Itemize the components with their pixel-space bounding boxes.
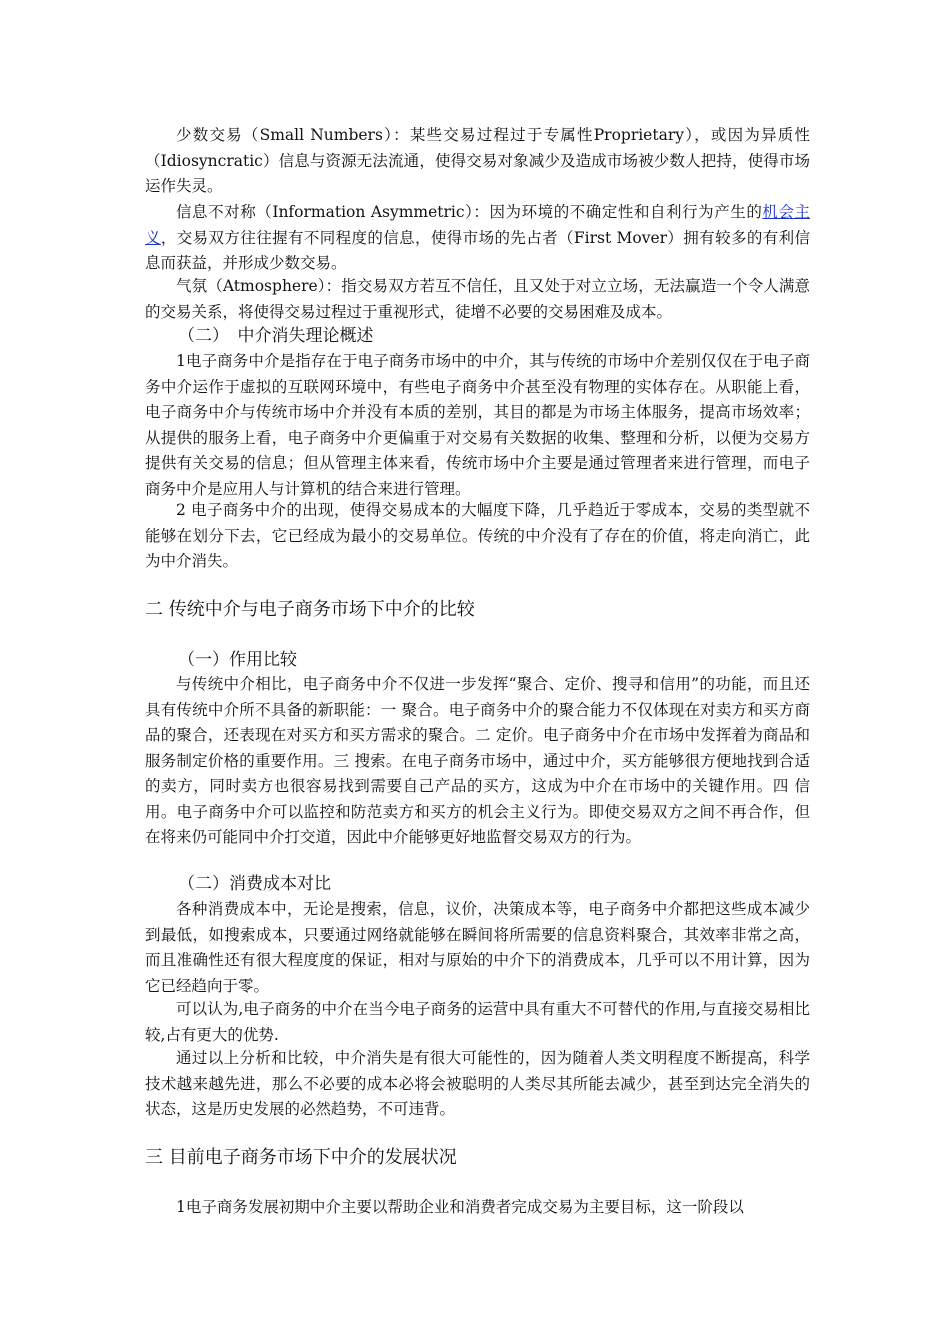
paragraph-development-early: 1电子商务发展初期中介主要以帮助企业和消费者完成交易为主要目标，这一阶段以 bbox=[176, 1198, 744, 1216]
heading-role-comparison: （一）作用比较 bbox=[178, 650, 297, 670]
info-asym-text-after: ，交易双方往往握有不同程度的信息，使得市场的先占者（First Mover）拥有较多的有利信息而获益，并形成少数交易。 bbox=[145, 228, 810, 272]
paragraph-conclusion-2: 通过以上分析和比较，中介消失是有很大可能性的，因为随着人类文明程度不断提高，科学技术越来越先进，那么不必要的成本必将会被聪明的人类尽其所能去减少，甚至到达完全消失的状态，这是历史发展的必然趋势，不可违背。 bbox=[145, 1049, 810, 1118]
paragraph-small-numbers: 少数交易（Small Numbers）：某些交易过程过于专属性Proprietary），或因为异质性（Idiosyncratic）信息与资源无法流通，使得交易对象减少及造成市场被少数人把持，使得市场运作失灵。 bbox=[145, 126, 810, 195]
info-asym-text-before: 信息不对称（Information Asymmetric）：因为环境的不确定性和自利行为产生的 bbox=[176, 203, 763, 221]
paragraph-ec-intermediary-definition: 1电子商务中介是指存在于电子商务市场中的中介，其与传统的市场中介差别仅仅在于电子商务中介运作于虚拟的互联网环境中，有些电子商务中介甚至没有物理的实体存在。从职能上看，电子商务中介与传统市场中介并没有本质的差别，其目的都是为市场主体服务，提高市场效率；从提供的服务上看，电子商务中介更偏重于对交易有关数据的收集、整理和分析，以便为交易方提供有关交易的信息；但从管理主体来看，传统市场中介主要是通过管理者来进行管理，而电子商务中介是应用人与计算机的结合来进行管理。 bbox=[145, 352, 810, 498]
paragraph-role-comparison: 与传统中介相比，电子商务中介不仅进一步发挥“聚合、定价、搜寻和信用”的功能，而且还具有传统中介所不具备的新职能：一 聚合。电子商务中介的聚合能力不仅体现在对卖方和买方商品的聚合，还表现在对买方和买方需求的聚合。二 定价。电子商务中介在市场中发挥着为商品和服务制定价格的重要作用。三 搜索。在电子商务市场中，通过中介，买方能够很方便地找到合适的卖方，同时卖方也很容易找到需要自己产品的买方，这成为中介在市场中的关键作用。四 信用。电子商务中介可以监控和防范卖方和买方的机会主义行为。即使交易双方之间不再合作，但在将来仍可能同中介打交道，因此中介能够更好地监督交易双方的行为。 bbox=[145, 675, 810, 846]
paragraph-atmosphere: 气氛（Atmosphere）：指交易双方若互不信任，且又处于对立立场，无法赢造一个令人满意的交易关系，将使得交易过程过于重视形式，徒增不必要的交易困难及成本。 bbox=[145, 277, 810, 321]
paragraph-conclusion-1: 可以认为,电子商务的中介在当今电子商务的运营中具有重大不可替代的作用,与直接交易相比较,占有更大的优势. bbox=[145, 1000, 810, 1044]
opportunism-link[interactable]: 机会主义 bbox=[145, 203, 810, 247]
paragraph-intermediary-disappearance: 2 电子商务中介的出现，使得交易成本的大幅度下降，几乎趋近于零成本，交易的类型就不能够在划分下去，它已经成为最小的交易单位。传统的中介没有了存在的价值，将走向消亡，此为中介消失。 bbox=[145, 501, 810, 570]
paragraph-information-asymmetry bbox=[145, 200, 810, 277]
heading-cost-comparison: （二）消费成本对比 bbox=[178, 874, 331, 894]
paragraph-cost-comparison: 各种消费成本中，无论是搜索，信息，议价，决策成本等，电子商务中介都把这些成本减少到最低，如搜索成本，只要通过网络就能够在瞬间将所需要的信息资料聚合，其效率非常之高，而且准确性还有很大程度度的保证，相对与原始的中介下的消费成本，几乎可以不用计算，因为它已经趋向于零。 bbox=[145, 900, 810, 995]
heading-section-2: 二 传统中介与电子商务市场下中介的比较 bbox=[145, 599, 475, 620]
heading-section-3: 三 目前电子商务市场下中介的发展状况 bbox=[145, 1147, 457, 1168]
heading-theory-overview: （二） 中介消失理论概述 bbox=[178, 326, 374, 346]
